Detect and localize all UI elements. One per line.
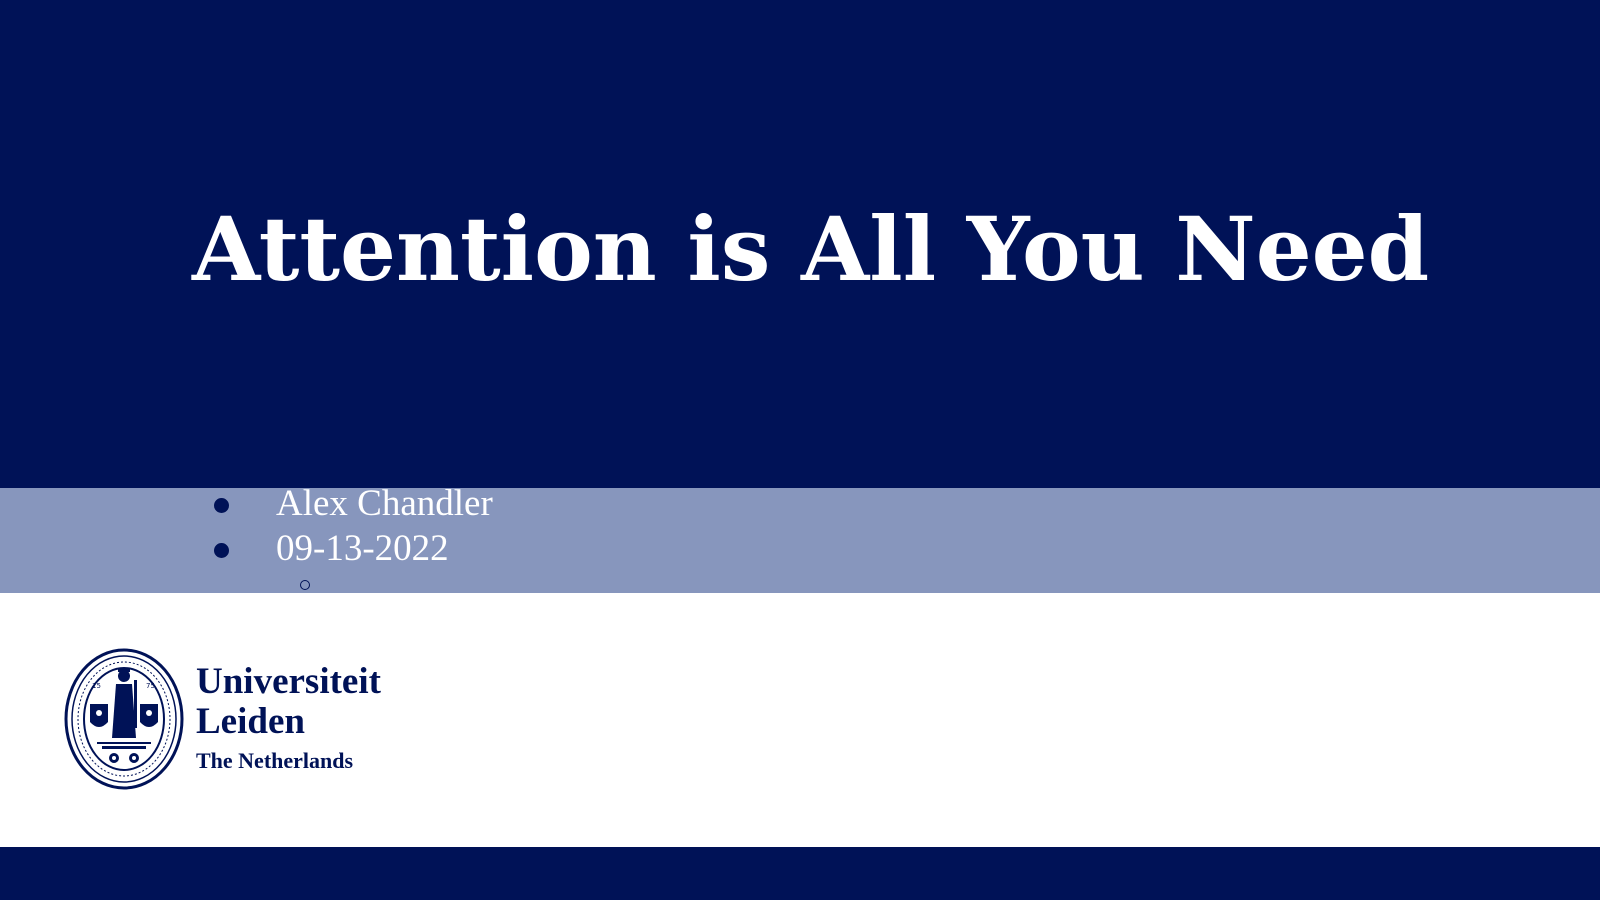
bullet-dot-icon xyxy=(214,543,229,558)
leiden-seal-icon xyxy=(62,646,186,792)
author-name: Alex Chandler xyxy=(276,483,493,524)
slide-title[interactable]: Attention is All You Need xyxy=(192,197,1430,301)
logo-leiden: Leiden xyxy=(196,701,305,742)
logo-country: The Netherlands xyxy=(196,748,354,773)
svg-text:75: 75 xyxy=(146,682,155,690)
presentation-date: 09-13-2022 xyxy=(276,528,449,569)
university-wordmark xyxy=(196,662,381,776)
university-logo xyxy=(62,646,402,792)
footer-band xyxy=(0,847,1600,900)
logo-universiteit: Universiteit xyxy=(196,661,381,702)
bullet-dot-icon xyxy=(214,498,229,513)
subtitle-band xyxy=(0,488,1600,593)
svg-text:15: 15 xyxy=(92,682,101,690)
